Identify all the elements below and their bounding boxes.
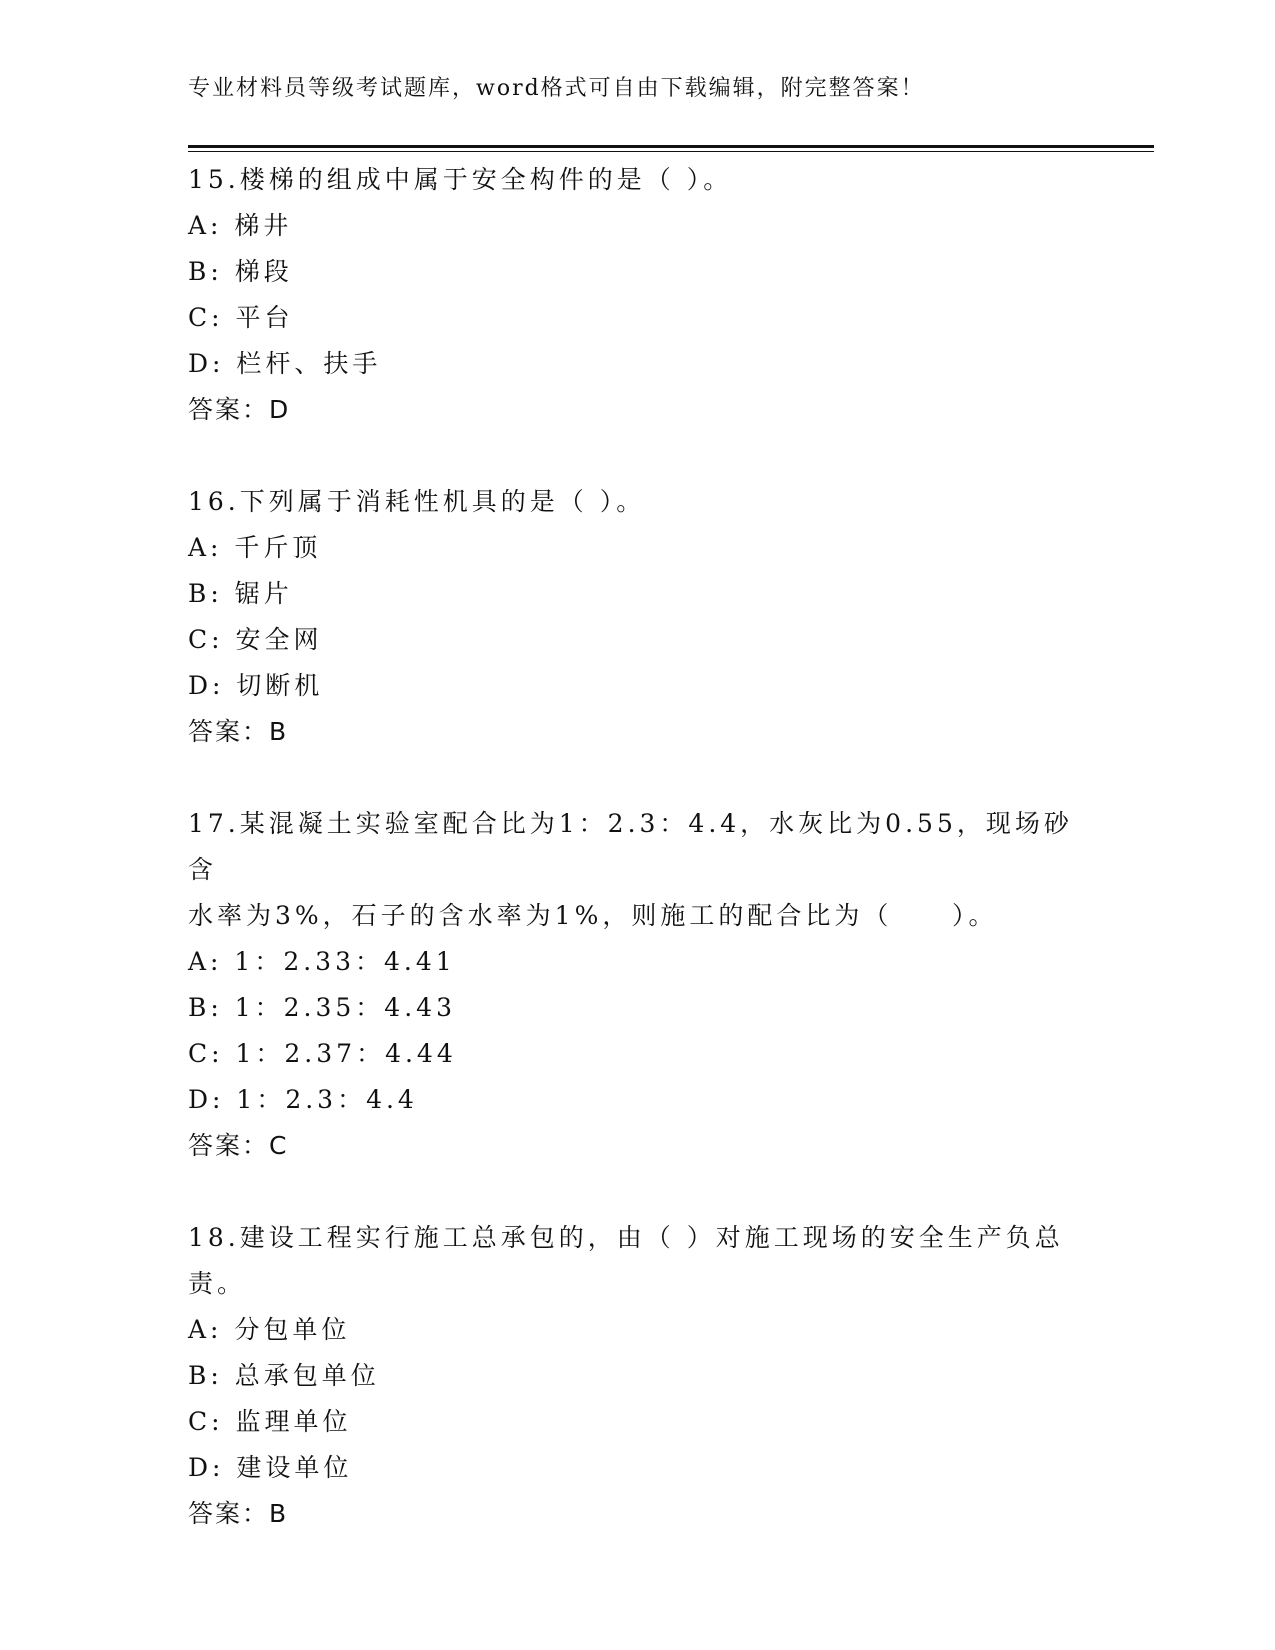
option-b: B: 总承包单位 — [188, 1361, 380, 1390]
option-c: C: 监理单位 — [188, 1407, 352, 1436]
option-a: A: 千斤顶 — [188, 533, 322, 562]
option-c: C: 安全网 — [188, 625, 323, 654]
question-text: 16.下列属于消耗性机具的是（ ）。 — [188, 487, 646, 516]
question-16 — [188, 479, 1088, 755]
page-header: 专业材料员等级考试题库，word格式可自由下载编辑，附完整答案！ — [188, 76, 925, 101]
option-c: C: 平台 — [188, 303, 294, 332]
header-divider-thin — [188, 151, 1154, 152]
answer: 答案：B — [188, 1499, 289, 1528]
question-text-line-1: 18.建设工程实行施工总承包的，由（ ）对施工现场的安全生产负总 — [188, 1223, 1064, 1252]
option-b: B: 梯段 — [188, 257, 293, 286]
option-b: B: 1：2.35：4.43 — [188, 993, 456, 1022]
answer: 答案：B — [188, 717, 289, 746]
question-18 — [188, 1215, 1088, 1537]
question-17 — [188, 801, 1088, 1169]
option-b: B: 锯片 — [188, 579, 293, 608]
option-a: A: 1：2.33：4.41 — [188, 947, 456, 976]
question-15 — [188, 157, 1088, 433]
question-text-line-2: 水率为3%，石子的含水率为1%，则施工的配合比为（ ）。 — [188, 901, 998, 930]
question-text-line-2: 责。 — [188, 1269, 247, 1298]
header-divider-thick — [188, 145, 1154, 148]
option-a: A: 梯井 — [188, 211, 293, 240]
option-d: D: 栏杆、扶手 — [188, 349, 382, 378]
option-c: C: 1：2.37：4.44 — [188, 1039, 457, 1068]
option-a: A: 分包单位 — [188, 1315, 351, 1344]
question-text-line-1: 17.某混凝土实验室配合比为1：2.3：4.4，水灰比为0.55，现场砂含 — [188, 809, 1073, 884]
option-d: D: 1：2.3：4.4 — [188, 1085, 418, 1114]
question-text: 15.楼梯的组成中属于安全构件的是（ ）。 — [188, 165, 733, 194]
option-d: D: 建设单位 — [188, 1453, 353, 1482]
answer: 答案：D — [188, 395, 291, 424]
answer: 答案：C — [188, 1131, 289, 1160]
question-list — [188, 157, 1088, 1583]
option-d: D: 切断机 — [188, 671, 324, 700]
